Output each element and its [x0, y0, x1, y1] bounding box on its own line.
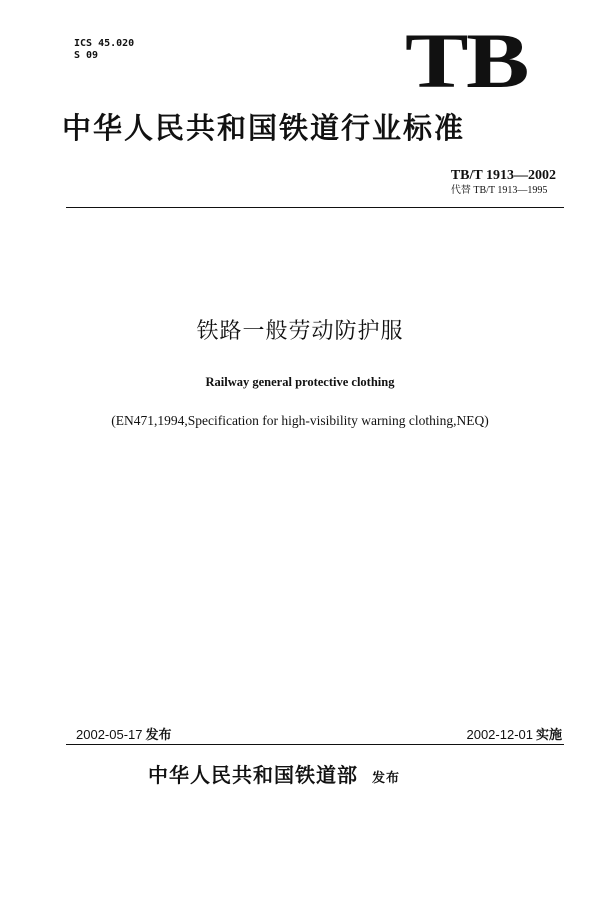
issue-label: 发布 — [145, 727, 172, 742]
ccs-code: S 09 — [74, 50, 99, 61]
implementation-date: 2002-12-01 — [466, 727, 533, 742]
classification-codes — [74, 38, 134, 62]
issue-date-block — [76, 727, 172, 743]
standard-number-block — [451, 167, 556, 198]
publisher-line — [148, 762, 400, 792]
replaces-note: 代替 TB/T 1913—1995 — [450, 185, 548, 196]
industry-standard-heading: 中华人民共和国铁道行业标准 — [62, 111, 466, 145]
title-chinese: 铁路一般劳动防护服 — [196, 319, 404, 344]
bottom-divider — [66, 744, 564, 745]
equivalence-note: (EN471,1994,Specification for high-visibility warning clothing,NEQ) — [111, 413, 489, 428]
implementation-date-block — [466, 727, 562, 743]
top-divider — [66, 207, 564, 208]
standard-number: TB/T 1913—2002 — [450, 168, 556, 183]
title-english: Railway general protective clothing — [205, 375, 395, 389]
implementation-label: 实施 — [535, 727, 562, 742]
publisher-name: 中华人民共和国铁道部 — [148, 763, 358, 787]
ics-code: ICS 45.020 — [74, 38, 135, 49]
publisher-label: 发布 — [372, 771, 401, 786]
tb-logo: TB — [405, 17, 528, 104]
issue-date: 2002-05-17 — [76, 727, 143, 742]
